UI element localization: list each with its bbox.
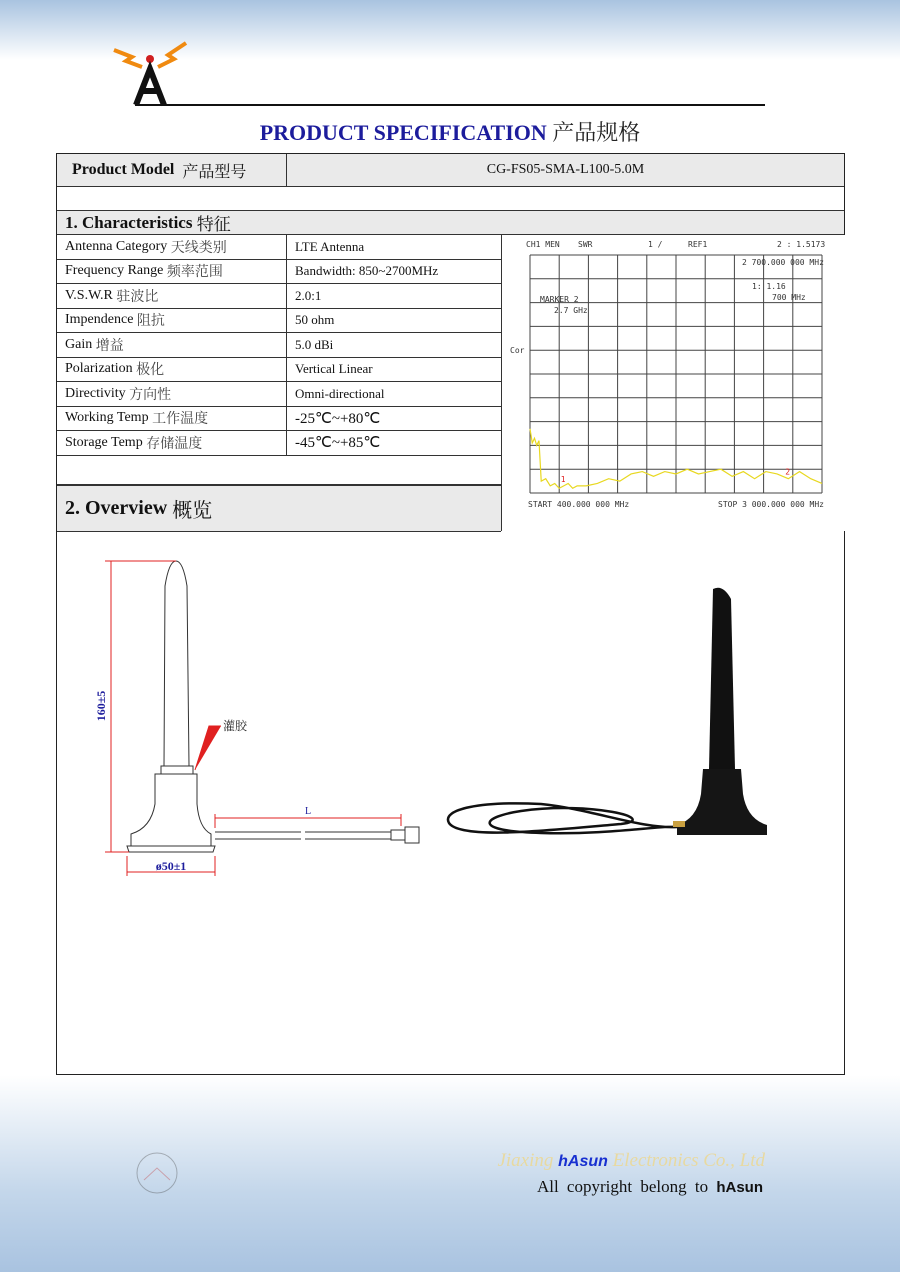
potting-label: 灌胶 bbox=[223, 719, 248, 733]
spec-value: Bandwidth: 850~2700MHz bbox=[295, 263, 439, 279]
chart-label-marker_value: 2.7 GHz bbox=[554, 306, 588, 315]
spec-row bbox=[57, 284, 501, 309]
antenna-photo bbox=[441, 579, 771, 839]
spec-label-cn: 极化 bbox=[136, 363, 165, 379]
chart-label-marker1_freq: 700 MHz bbox=[772, 293, 806, 302]
spec-label: Antenna Category bbox=[65, 238, 168, 254]
spec-row bbox=[57, 407, 501, 432]
spec-label: Storage Temp bbox=[65, 434, 143, 450]
spec-label: Gain bbox=[65, 336, 93, 352]
spec-label-cn: 阻抗 bbox=[136, 314, 165, 330]
spec-value: 50 ohm bbox=[295, 312, 335, 328]
spec-value: 5.0 dBi bbox=[295, 336, 334, 352]
spec-row bbox=[57, 333, 501, 358]
copyright: All copyright belong to hAsun bbox=[536, 1177, 763, 1196]
chart-label-start: START 400.000 000 MHz bbox=[528, 500, 630, 509]
spec-row bbox=[57, 431, 501, 456]
spec-label-cn: 频率范围 bbox=[166, 265, 223, 281]
spec-value: -25℃~+80℃ bbox=[295, 410, 381, 427]
spec-label-cn: 工作温度 bbox=[152, 412, 209, 428]
spec-label: Polarization bbox=[65, 361, 133, 377]
vswr-chart bbox=[501, 235, 845, 531]
characteristics-heading: 1. Characteristics 特征 bbox=[57, 211, 844, 235]
spec-row bbox=[57, 309, 501, 334]
cable-length-dimension: L bbox=[304, 806, 312, 817]
spec-value: -45℃~+85℃ bbox=[295, 435, 381, 452]
spec-label-cn: 天线类别 bbox=[170, 240, 227, 256]
product-model-value: CG-FS05-SMA-L100-5.0M bbox=[486, 162, 645, 177]
diameter-dimension: ø50±1 bbox=[155, 859, 187, 873]
chart-label-scale: 1 / bbox=[648, 240, 663, 249]
spec-value: Omni-directional bbox=[295, 385, 385, 401]
page-title: PRODUCT SPECIFICATION 产品规格 bbox=[259, 120, 641, 145]
spec-table bbox=[56, 153, 845, 1075]
chart-label-stop: STOP 3 000.000 000 MHz bbox=[718, 500, 824, 509]
spec-label: Frequency Range bbox=[65, 263, 164, 279]
company-logo-icon bbox=[112, 35, 192, 107]
chart-label-ylabel: Cor bbox=[510, 346, 525, 355]
footer-logo-icon bbox=[134, 1150, 180, 1196]
spec-label: Directivity bbox=[65, 385, 126, 401]
chart-label-marker2_readout: 2 : 1.5173 bbox=[777, 240, 826, 249]
chart-label-marker_label: MARKER 2 bbox=[540, 295, 579, 304]
overview-heading: 2. Overview 概览 bbox=[57, 485, 501, 532]
spec-label: Working Temp bbox=[65, 410, 149, 426]
header-rule bbox=[135, 104, 765, 106]
spec-value: 2.0:1 bbox=[295, 287, 322, 303]
marker-1: 1 bbox=[560, 474, 566, 484]
chart-label-marker1_readout: 1: 1.16 bbox=[752, 282, 786, 291]
chart-label-ref: REF1 bbox=[688, 240, 708, 249]
spec-label-cn: 增益 bbox=[95, 338, 124, 354]
company-name: Jiaxing hAsun Electronics Co., Ltd bbox=[497, 1150, 765, 1171]
spec-label: Impendence bbox=[65, 312, 134, 328]
spec-row bbox=[57, 235, 501, 260]
height-dimension: 160±5 bbox=[94, 690, 108, 722]
marker-2: 2 bbox=[785, 467, 791, 477]
spec-value: LTE Antenna bbox=[295, 238, 365, 254]
spec-row bbox=[57, 260, 501, 285]
spec-label-cn: 存储温度 bbox=[146, 436, 203, 452]
spec-label-cn: 驻波比 bbox=[116, 289, 159, 305]
chart-label-marker2_freq: 2 700.000 000 MHz bbox=[742, 258, 824, 267]
spec-label-cn: 方向性 bbox=[129, 387, 172, 403]
spec-row bbox=[57, 358, 501, 383]
spec-label: V.S.W.R bbox=[65, 287, 113, 303]
chart-label-top_left: CH1 MEN bbox=[526, 240, 560, 249]
spec-row bbox=[57, 382, 501, 407]
product-model-row: Product Model 产品型号 CG-FS05-SMA-L100-5.0M bbox=[57, 154, 844, 187]
antenna-dimension-drawing bbox=[91, 556, 431, 886]
chart-label-mode: SWR bbox=[578, 240, 593, 249]
spec-value: Vertical Linear bbox=[295, 361, 373, 377]
